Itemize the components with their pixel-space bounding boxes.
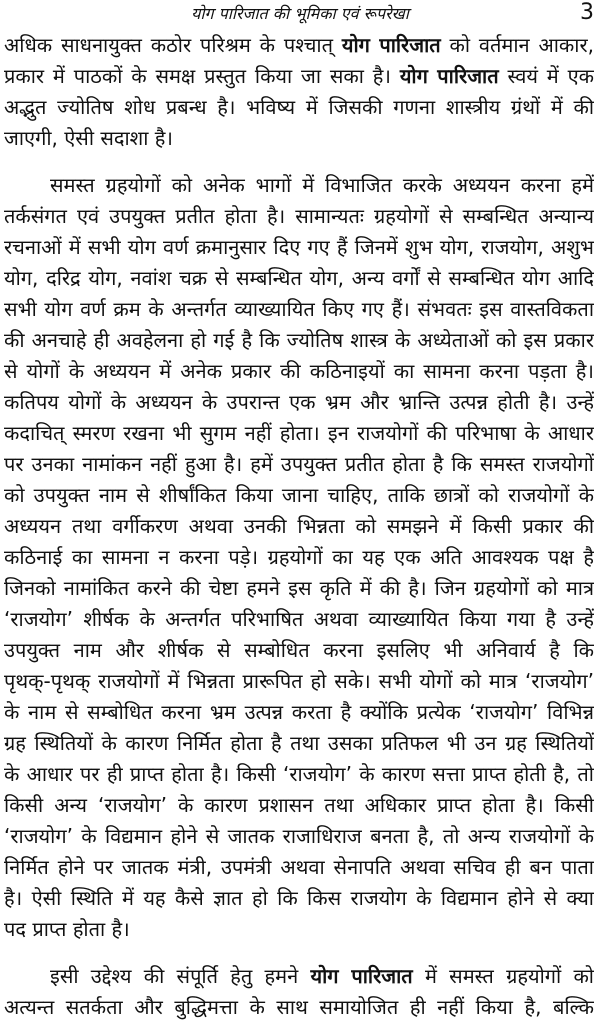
text-segment: अधिक साधनायुक्त कठोर परिश्रम के पश्चात् xyxy=(4,33,342,57)
text-line xyxy=(4,728,594,759)
text-line xyxy=(4,30,594,61)
text-line xyxy=(4,449,594,480)
text-line xyxy=(4,418,594,449)
text-line xyxy=(4,604,594,635)
bold-book-title: योग पारिजात xyxy=(341,33,441,57)
text-line xyxy=(4,914,594,945)
text-segment: रचनाओं में सभी योग वर्ण क्रमानुसार दिए गए हैं जिनमें शुभ योग, राजयोग, अशुभ xyxy=(4,235,594,259)
text-segment: किसी अन्य ‘राजयोग’ के कारण प्रशासन तथा अधिकार प्राप्त होता है। किसी xyxy=(4,793,594,817)
text-line xyxy=(4,697,594,728)
text-segment: इसी उद्देश्य की संपूर्ति हेतु हमने xyxy=(50,964,311,988)
text-segment: से योगों के अध्ययन में अनेक प्रकार की कठिनाइयों का सामना करना पड़ता है। xyxy=(4,359,594,383)
text-segment: जिनको नामांकित करने की चेष्टा हमने इस कृति में की है। जिन ग्रहयोगों को मात्र xyxy=(4,576,594,600)
text-segment: ‘राजयोग’ शीर्षक के अन्तर्गत परिभाषित अथवा व्याख्यायित किया गया है उन्हें xyxy=(4,607,594,631)
text-line xyxy=(4,387,594,418)
text-segment: कदाचित् स्मरण रखना भी सुगम नहीं होता। इन राजयोगों की परिभाषा के आधार xyxy=(4,421,594,445)
text-line xyxy=(4,232,594,263)
bold-book-title: योग पारिजात xyxy=(399,64,499,88)
text-segment: पृथक्-पृथक् राजयोगों में भिन्नता प्रारूपित हो सके। सभी योगों को मात्र ‘राजयोग’ xyxy=(4,669,594,693)
text-line xyxy=(4,325,594,356)
text-segment: समस्त ग्रहयोगों को अनेक भागों में विभाजित करके अध्ययन करना हमें xyxy=(50,173,594,197)
page-number: 3 xyxy=(580,0,594,25)
running-title: योग पारिजात की भूमिका एवं रूपरेखा xyxy=(191,4,409,23)
text-segment: अद्भुत ज्योतिष शोध प्रबन्ध है। भविष्य में जिसकी गणना शास्त्रीय ग्रंथों में की xyxy=(4,95,594,119)
text-line xyxy=(4,790,594,821)
text-segment: निर्मित होने पर जातक मंत्री, उपमंत्री अथवा सेनापति अथवा सचिव ही बन पाता xyxy=(4,855,594,879)
text-line xyxy=(4,294,594,325)
text-segment: के नाम से सम्बोधित करना भ्रम उत्पन्न करता है क्योंकि प्रत्येक ‘राजयोग’ विभिन्न xyxy=(4,700,594,724)
text-segment: उपयुक्त नाम और शीर्षक से सम्बोधित करना इसलिए भी अनिवार्य है कि xyxy=(4,638,594,662)
text-segment: स्वयं में एक xyxy=(498,64,594,88)
text-line xyxy=(4,666,594,697)
text-segment: है। ऐसी स्थिति में यह कैसे ज्ञात हो कि किस राजयोग के विद्यमान होने से क्या xyxy=(4,886,594,910)
text-segment: ‘राजयोग’ के विद्यमान होने से जातक राजाधिराज बनता है, तो अन्य राजयोगों के xyxy=(4,824,594,848)
text-line xyxy=(4,92,594,123)
page-header xyxy=(0,0,600,26)
text-segment: अध्ययन तथा वर्गीकरण अथवा उनकी भिन्नता को समझने में किसी प्रकार की xyxy=(4,514,594,538)
text-line xyxy=(50,961,594,992)
text-segment: को वर्तमान आकार, xyxy=(440,33,594,57)
text-line xyxy=(4,511,594,542)
text-segment: तर्कसंगत एवं उपयुक्त प्रतीत होता है। सामान्यतः ग्रहयोगों से सम्बन्धित अन्यान्य xyxy=(4,204,594,228)
text-line xyxy=(4,883,594,914)
text-line xyxy=(4,821,594,852)
text-segment: ग्रह स्थितियों के कारण निर्मित होता है तथा उसका प्रतिफल भी उन ग्रह स्थितियों xyxy=(4,731,594,755)
text-segment: की अनचाहे ही अवहेलना हो गई है कि ज्योतिष शास्त्र के अध्येताओं को इस प्रकार xyxy=(4,328,594,352)
text-segment: पद प्राप्त होता है। xyxy=(4,917,130,941)
text-segment: प्रकार में पाठकों के समक्ष प्रस्तुत किया जा सका है। xyxy=(4,64,400,88)
text-line xyxy=(4,542,594,573)
text-segment: के आधार पर ही प्राप्त होता है। किसी ‘राजयोग’ के कारण सत्ता प्राप्त होती है, तो xyxy=(4,762,594,786)
text-line xyxy=(4,759,594,790)
text-segment: कठिनाई का सामना न करना पड़े। ग्रहयोगों का यह एक अति आवश्यक पक्ष है xyxy=(4,545,594,569)
text-line xyxy=(4,201,594,232)
text-segment: जाएगी, ऐसी सदाशा है। xyxy=(4,126,174,150)
text-segment: पर उनका नामांकन नहीं हुआ है। हमें उपयुक्त प्रतीत होता है कि समस्त राजयोगों xyxy=(4,452,594,476)
text-segment: कतिपय योगों के अध्ययन के उपरान्त एक भ्रम और भ्रान्ति उत्पन्न होती है। उन्हें xyxy=(4,390,594,414)
text-line xyxy=(4,263,594,294)
text-line xyxy=(4,573,594,604)
text-line xyxy=(4,61,594,92)
text-line xyxy=(50,170,594,201)
text-segment: सभी योग वर्ण क्रम के अन्तर्गत व्याख्यायित किए गए हैं। संभवतः इस वास्तविकता xyxy=(4,297,594,321)
text-segment: योग, दरिद्र योग, नवांश चक्र से सम्बन्धित योग, अन्य वर्गों से सम्बन्धित योग आदि xyxy=(4,266,594,290)
text-line xyxy=(4,635,594,666)
text-segment: में समस्त ग्रहयोगों को xyxy=(412,964,594,988)
text-line xyxy=(4,480,594,511)
text-line xyxy=(4,123,594,154)
bold-book-title: योग पारिजात xyxy=(310,964,413,988)
text-segment: अत्यन्त सतर्कता और बुद्धिमत्ता के साथ समायोजित ही नहीं किया है, बल्कि xyxy=(4,995,594,1019)
text-line xyxy=(4,992,594,1023)
text-segment: को उपयुक्त नाम से शीर्षांकित किया जाना चाहिए, ताकि छात्रों को राजयोगों के xyxy=(4,483,594,507)
text-line xyxy=(4,852,594,883)
text-line xyxy=(4,356,594,387)
